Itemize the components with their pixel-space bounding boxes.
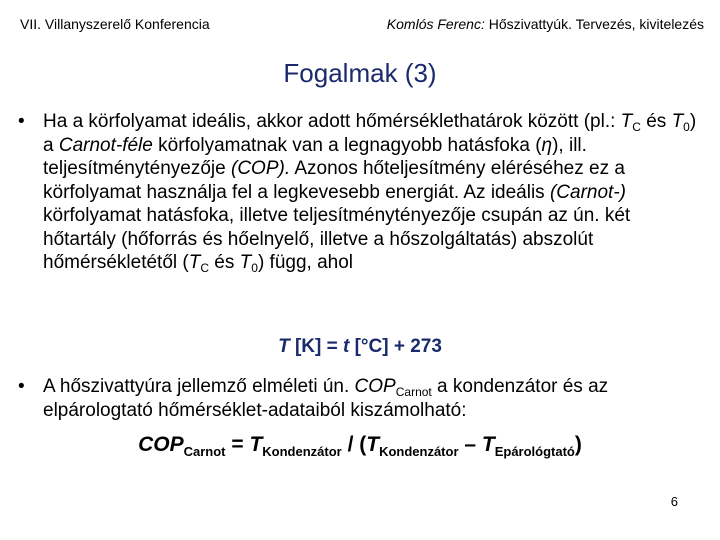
symbol-eta: η — [541, 134, 553, 156]
text-run: / ( — [341, 433, 367, 456]
text-run: = — [225, 433, 250, 456]
symbol-cop: COP — [138, 433, 184, 456]
bullet-dot: • — [18, 376, 25, 397]
text-run: ) függ, ahol — [257, 252, 354, 273]
subscript: Carnot — [183, 444, 226, 459]
symbol-t: T — [671, 111, 684, 132]
kelvin-formula — [0, 336, 720, 358]
subscript: C — [632, 120, 641, 134]
symbol-t: t — [342, 336, 350, 357]
text-run: Azonos hőteljesítmény eléréséhez ez a körfolyamat használja fel a legkevesebb energiát. Az ideális — [43, 158, 625, 203]
text-run: A hőszivattyúra jellemző elméleti ún. — [43, 376, 355, 397]
text-run: körfolyamatnak van a legnagyobb hatásfoka ( — [152, 134, 542, 156]
symbol-t: T — [239, 252, 252, 273]
cop-formula — [0, 433, 720, 457]
bullet-item-1 — [18, 110, 698, 275]
symbol-t: T — [620, 111, 633, 132]
page-number: 6 — [670, 494, 678, 509]
emphasis: Carnot-féle — [58, 134, 153, 156]
emphasis: COP — [354, 376, 396, 397]
header-author-title — [387, 16, 704, 32]
header-doc-title: Hőszivattyúk. Tervezés, kivitelezés — [484, 16, 704, 32]
symbol-t: T — [481, 433, 495, 456]
symbol-t: T — [366, 433, 380, 456]
subscript: C — [200, 261, 210, 275]
subscript: Kondenzátor — [379, 444, 459, 459]
text-run: [K] = — [289, 336, 343, 357]
symbol-t: T — [188, 252, 201, 273]
subscript: Carnot — [395, 385, 432, 399]
text-run: ) — [574, 433, 582, 456]
bullet-dot: • — [18, 111, 25, 132]
text-run: ), ill. teljesítménytényezője — [43, 134, 587, 179]
slide-title: Fogalmak (3) — [283, 58, 437, 88]
subscript: 0 — [683, 120, 690, 134]
text-run: a kondenzátor és az elpárologtató hőmérséklet-adataiból kiszámolható: — [43, 376, 609, 421]
subscript: Kondenzátor — [262, 444, 342, 459]
symbol-t: T — [249, 433, 263, 456]
text-run: [°C] + 273 — [349, 336, 442, 357]
header-author: Komlós Ferenc: — [386, 16, 485, 32]
text-run: – — [458, 433, 482, 456]
symbol-t: T — [278, 336, 290, 357]
text-run: ) a — [43, 111, 697, 156]
text-run: és — [209, 252, 240, 273]
emphasis: (Carnot-) — [549, 181, 626, 203]
bullet-2-text — [43, 375, 698, 422]
header-conference: VII. Villanyszerelő Konferencia — [20, 16, 210, 32]
text-run: Ha a körfolyamat ideális, akkor adott hőmérséklethatárok között (pl.: — [43, 111, 621, 132]
text-run: körfolyamat hatásfoka, illetve teljesítménytényezője csupán az ún. két hőtartály (hőforrás és hőelnyelő, illetve a hőszolgáltatás) abszolút hőmérsékletétől ( — [43, 205, 631, 273]
emphasis: (COP). — [231, 158, 291, 179]
subscript: Epárológtató — [494, 444, 575, 459]
bullet-item-2 — [18, 375, 698, 422]
bullet-1-text — [43, 110, 698, 275]
text-run: és — [640, 111, 672, 132]
subscript: 0 — [251, 261, 258, 275]
